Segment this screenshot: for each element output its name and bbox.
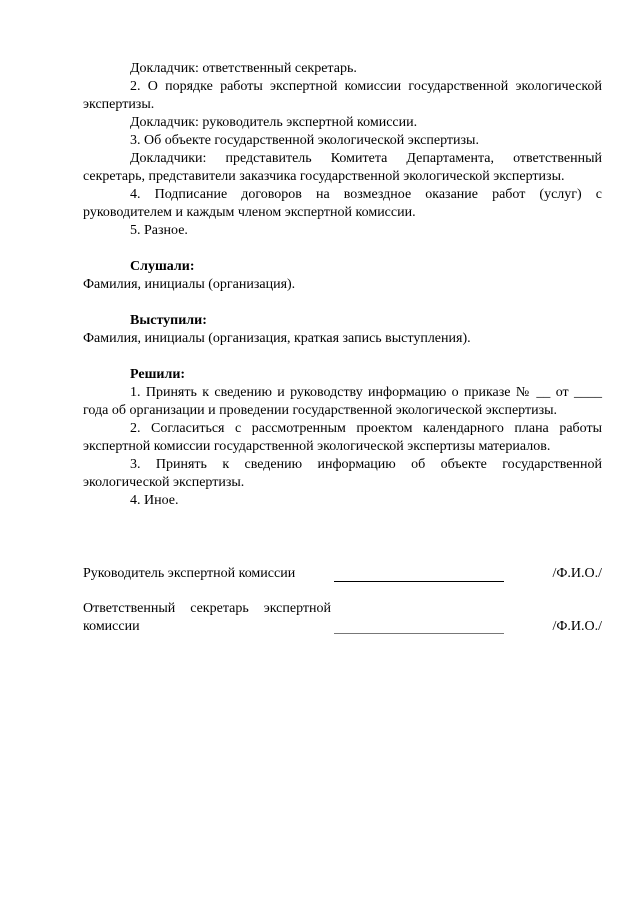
signature-role-line: Ответственный секретарь экспертной xyxy=(83,601,331,616)
agenda-item: Докладчик: руководитель экспертной комиссии. xyxy=(130,115,418,130)
heard-heading: Слушали: xyxy=(130,259,195,274)
heard-text: Фамилия, инициалы (организация). xyxy=(83,277,296,292)
decision-item: 4. Иное. xyxy=(130,493,179,508)
signature-role xyxy=(83,565,331,583)
spoke-text: Фамилия, инициалы (организация, краткая запись выступления). xyxy=(83,331,471,346)
agenda-item: 4. Подписание договоров на возмездное оказание работ (услуг) с руководителем и каждым членом экспертной комиссии. xyxy=(83,187,602,220)
decision-item: 1. Принять к сведению и руководству информацию о приказе № __ от ____ года об организации и проведении государственной экологической экспертизы. xyxy=(83,385,602,418)
signature-line xyxy=(334,581,504,582)
signature-fio: /Ф.И.О./ xyxy=(552,566,602,581)
protocol-body xyxy=(83,60,602,510)
signature-role-line: Руководитель экспертной комиссии xyxy=(83,566,296,581)
agenda-item: Докладчики: представитель Комитета Департамента, ответственный секретарь, представители заказчика государственной экологической экспертизы. xyxy=(83,151,602,184)
agenda-item: 5. Разное. xyxy=(130,223,188,238)
signature-role xyxy=(83,600,331,636)
decision-item: 2. Согласиться с рассмотренным проектом календарного плана работы экспертной комиссии государственной экологической экспертизы материалов. xyxy=(83,421,602,454)
signature-role-line: комиссии xyxy=(83,619,140,634)
signature-fio: /Ф.И.О./ xyxy=(552,619,602,634)
agenda-item: 3. Об объекте государственной экологической экспертизы. xyxy=(130,133,479,148)
signature-line xyxy=(334,633,504,634)
decided-heading: Решили: xyxy=(130,367,186,382)
agenda-item: Докладчик: ответственный секретарь. xyxy=(130,61,357,76)
agenda-item: 2. О порядке работы экспертной комиссии государственной экологической экспертизы. xyxy=(83,79,602,112)
decision-item: 3. Принять к сведению информацию об объекте государственной экологической экспертизы. xyxy=(83,457,602,490)
spoke-heading: Выступили: xyxy=(130,313,207,328)
